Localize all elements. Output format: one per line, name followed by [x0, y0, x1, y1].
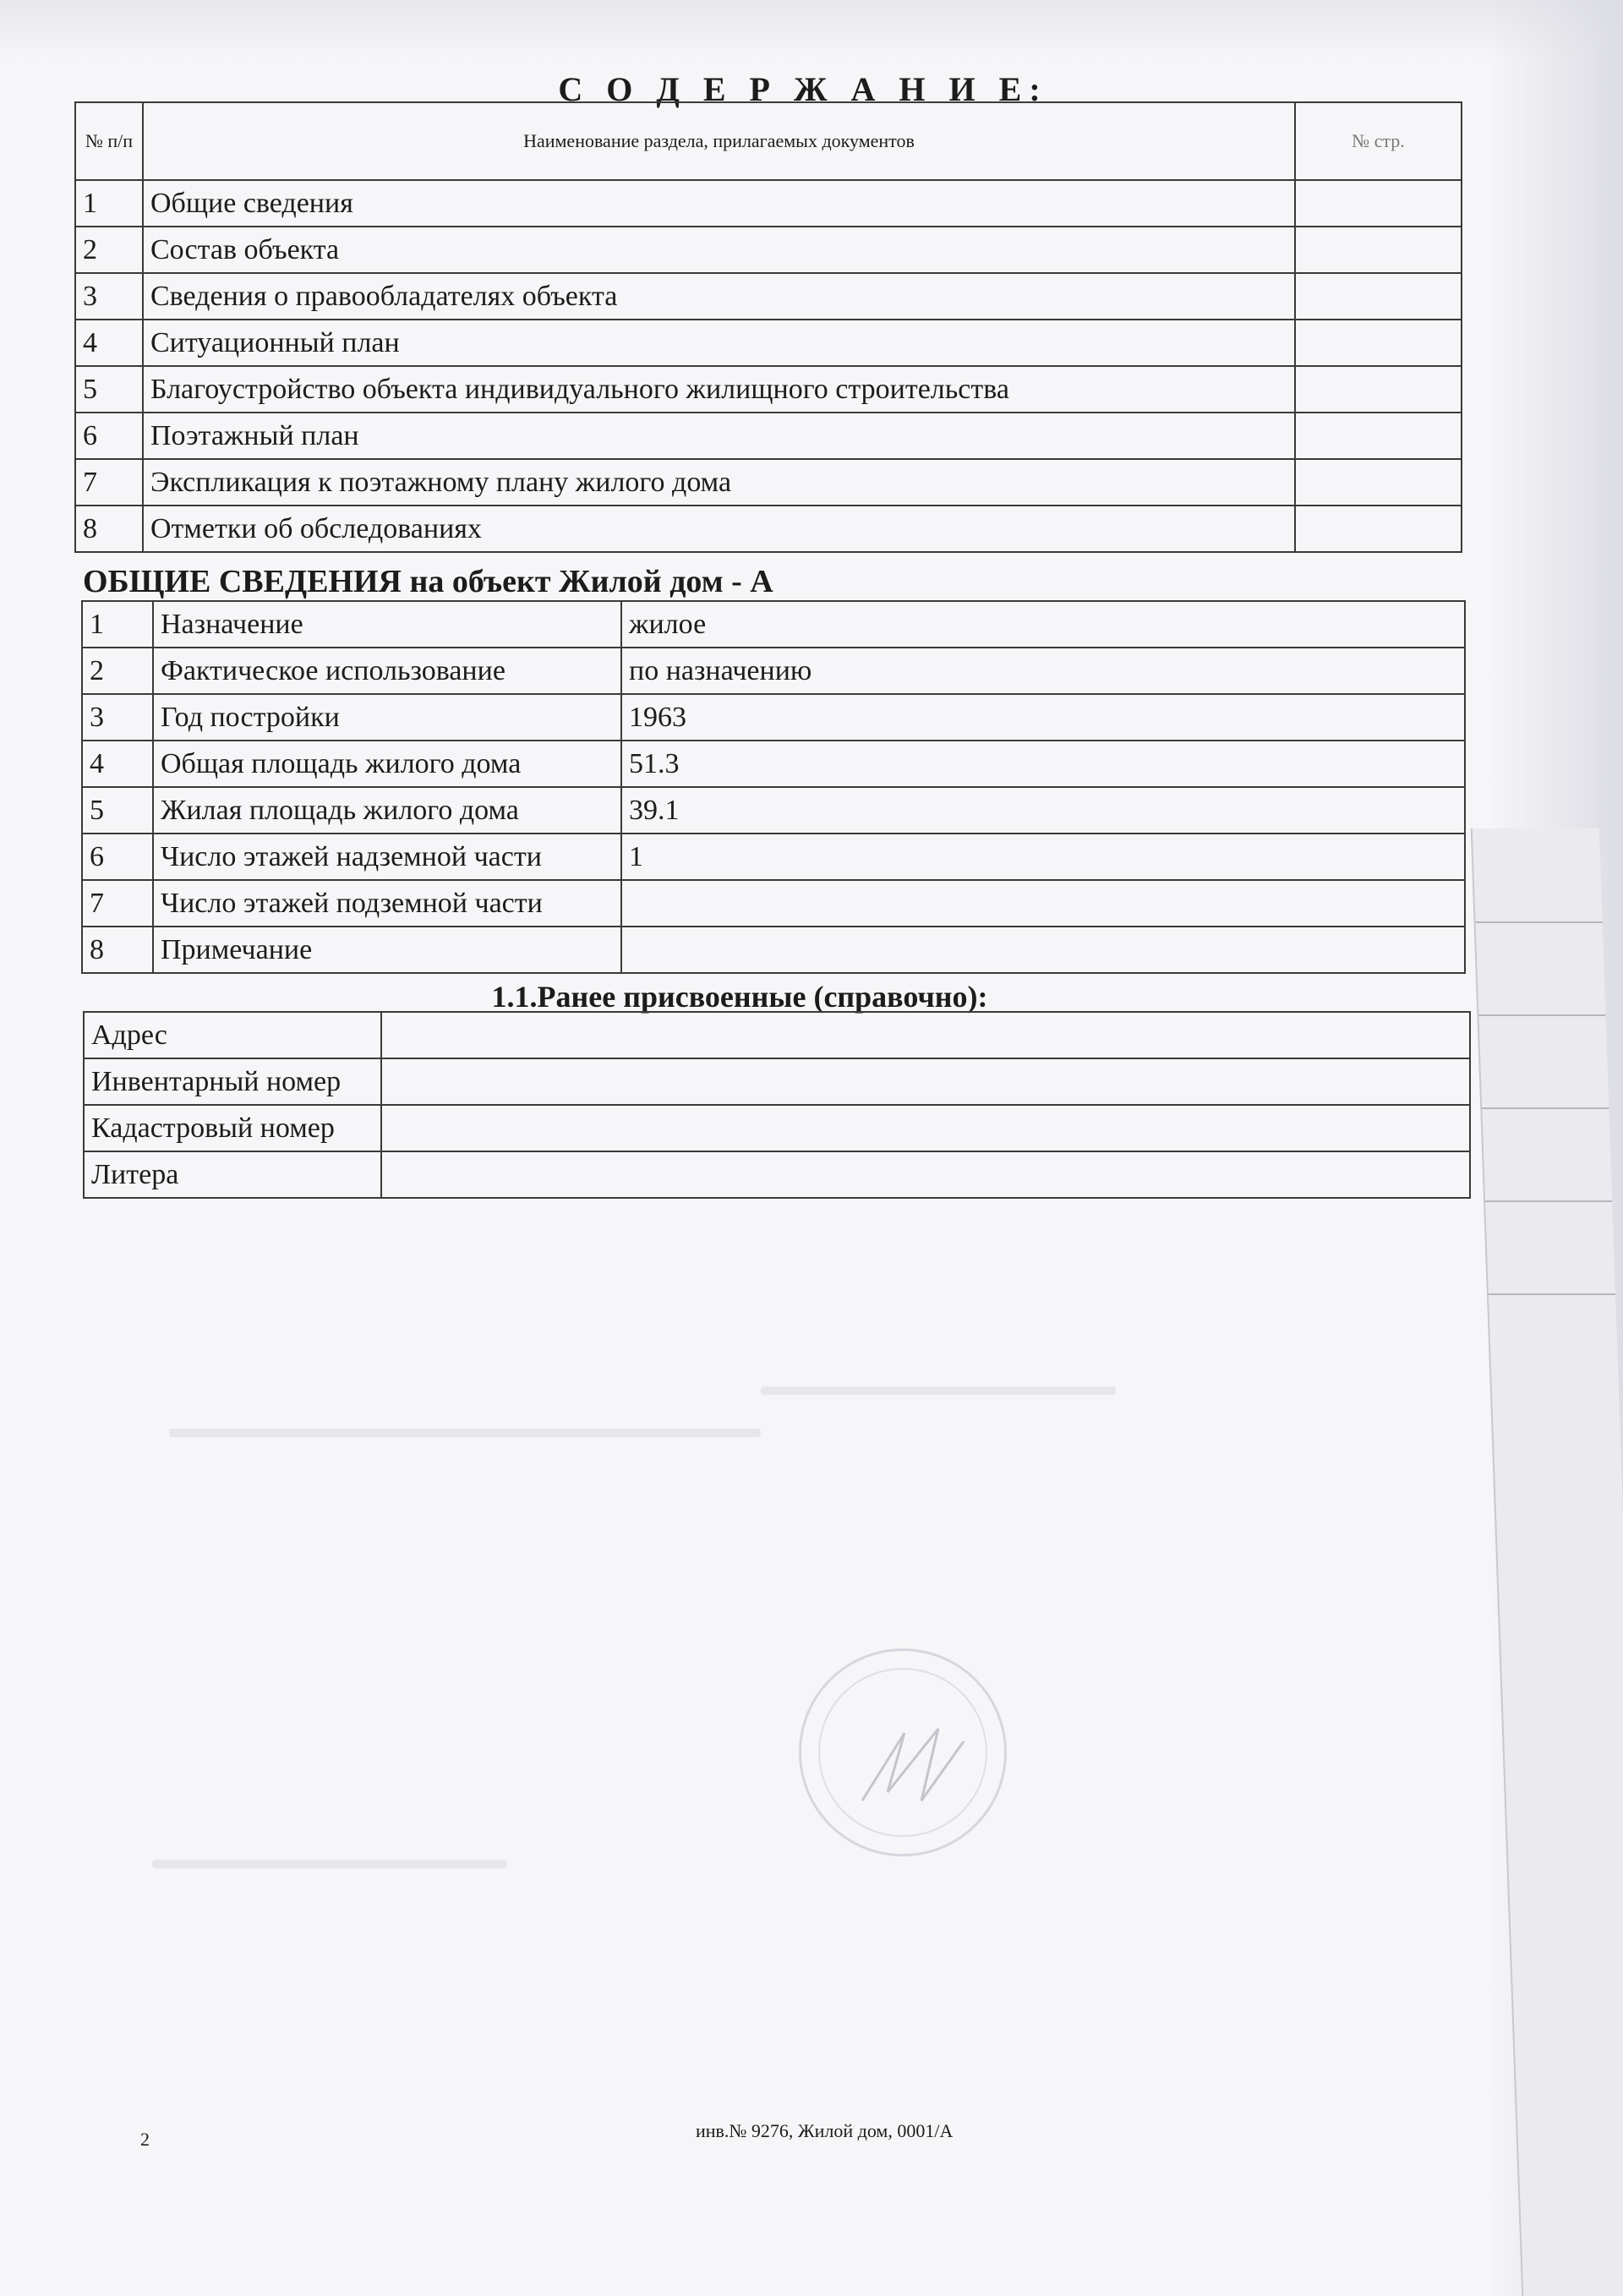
header-page: № стр.	[1295, 102, 1462, 180]
row-num: 7	[75, 459, 143, 506]
field-label: Инвентарный номер	[84, 1058, 381, 1105]
header-section-name: Наименование раздела, прилагаемых документов	[143, 102, 1295, 180]
page-cell	[1295, 273, 1462, 320]
section-name: Благоустройство объекта индивидуального жилищного строительства	[143, 366, 1295, 413]
field-value: 1	[621, 834, 1465, 880]
field-label: Общая площадь жилого дома	[153, 741, 621, 787]
row-num: 4	[75, 320, 143, 366]
field-value: жилое	[621, 601, 1465, 648]
row-num: 1	[75, 180, 143, 227]
field-value	[381, 1012, 1470, 1058]
page-cell	[1295, 506, 1462, 552]
contents-header-row	[75, 102, 1462, 180]
previously-assigned-title: 1.1.Ранее присвоенные (справочно):	[491, 980, 988, 1014]
general-info-row	[82, 741, 1465, 787]
field-label: Назначение	[153, 601, 621, 648]
inventory-footer: инв.№ 9276, Жилой дом, 0001/А	[696, 2120, 954, 2141]
previously-assigned-table	[83, 1011, 1471, 1199]
row-num: 6	[82, 834, 153, 880]
row-num: 6	[75, 413, 143, 459]
page-cell	[1295, 459, 1462, 506]
underlying-sheet-line	[1478, 1014, 1605, 1016]
field-label: Число этажей подземной части	[153, 880, 621, 927]
underlying-sheet-line	[1485, 1200, 1612, 1202]
previously-assigned-row	[84, 1105, 1470, 1151]
section-name: Ситуационный план	[143, 320, 1295, 366]
contents-row	[75, 366, 1462, 413]
contents-row	[75, 273, 1462, 320]
general-info-row	[82, 880, 1465, 927]
contents-row	[75, 320, 1462, 366]
page-cell	[1295, 320, 1462, 366]
row-num: 5	[75, 366, 143, 413]
general-info-row	[82, 601, 1465, 648]
bleed-through-text	[152, 1860, 507, 1868]
general-info-row	[82, 694, 1465, 741]
contents-title: С О Д Е Р Ж А Н И Е:	[558, 70, 1048, 108]
previously-assigned-row	[84, 1151, 1470, 1198]
bleed-through-text	[761, 1386, 1116, 1395]
underlying-sheet-line	[1489, 1293, 1615, 1295]
row-num: 3	[75, 273, 143, 320]
general-info-row	[82, 648, 1465, 694]
page-cell	[1295, 180, 1462, 227]
field-label: Литера	[84, 1151, 381, 1198]
field-label: Адрес	[84, 1012, 381, 1058]
general-info-title: ОБЩИЕ СВЕДЕНИЯ на объект Жилой дом - А	[83, 564, 773, 599]
section-name: Общие сведения	[143, 180, 1295, 227]
contents-table	[74, 101, 1462, 553]
page-cell	[1295, 366, 1462, 413]
section-name: Поэтажный план	[143, 413, 1295, 459]
previously-assigned-row	[84, 1012, 1470, 1058]
contents-row	[75, 180, 1462, 227]
field-label: Год постройки	[153, 694, 621, 741]
section-name: Отметки об обследованиях	[143, 506, 1295, 552]
previously-assigned-row	[84, 1058, 1470, 1105]
row-num: 1	[82, 601, 153, 648]
field-value: по назначению	[621, 648, 1465, 694]
general-info-row	[82, 787, 1465, 834]
section-name: Сведения о правообладателях объекта	[143, 273, 1295, 320]
contents-row	[75, 506, 1462, 552]
general-info-table	[81, 600, 1466, 974]
field-value	[381, 1058, 1470, 1105]
row-num: 4	[82, 741, 153, 787]
field-value: 1963	[621, 694, 1465, 741]
section-name: Состав объекта	[143, 227, 1295, 273]
signature-scribble	[854, 1716, 972, 1818]
general-info-row	[82, 834, 1465, 880]
field-value	[621, 927, 1465, 973]
field-value	[621, 880, 1465, 927]
page-cell	[1295, 413, 1462, 459]
row-num: 5	[82, 787, 153, 834]
bleed-through-text	[169, 1429, 761, 1437]
row-num: 7	[82, 880, 153, 927]
underlying-sheet-line	[1482, 1107, 1609, 1109]
paper-shadow-top	[0, 0, 1623, 59]
contents-row	[75, 227, 1462, 273]
field-label: Кадастровый номер	[84, 1105, 381, 1151]
page-cell	[1295, 227, 1462, 273]
general-info-row	[82, 927, 1465, 973]
field-value	[381, 1105, 1470, 1151]
field-label: Примечание	[153, 927, 621, 973]
field-label: Жилая площадь жилого дома	[153, 787, 621, 834]
field-value	[381, 1151, 1470, 1198]
row-num: 8	[82, 927, 153, 973]
row-num: 2	[75, 227, 143, 273]
contents-row	[75, 459, 1462, 506]
row-num: 8	[75, 506, 143, 552]
section-name: Экспликация к поэтажному плану жилого дома	[143, 459, 1295, 506]
row-num: 3	[82, 694, 153, 741]
underlying-sheet-line	[1476, 921, 1603, 923]
field-label: Фактическое использование	[153, 648, 621, 694]
field-label: Число этажей надземной части	[153, 834, 621, 880]
contents-row	[75, 413, 1462, 459]
field-value: 39.1	[621, 787, 1465, 834]
field-value: 51.3	[621, 741, 1465, 787]
row-num: 2	[82, 648, 153, 694]
header-num: № п/п	[75, 102, 143, 180]
page-number: 2	[140, 2129, 150, 2150]
